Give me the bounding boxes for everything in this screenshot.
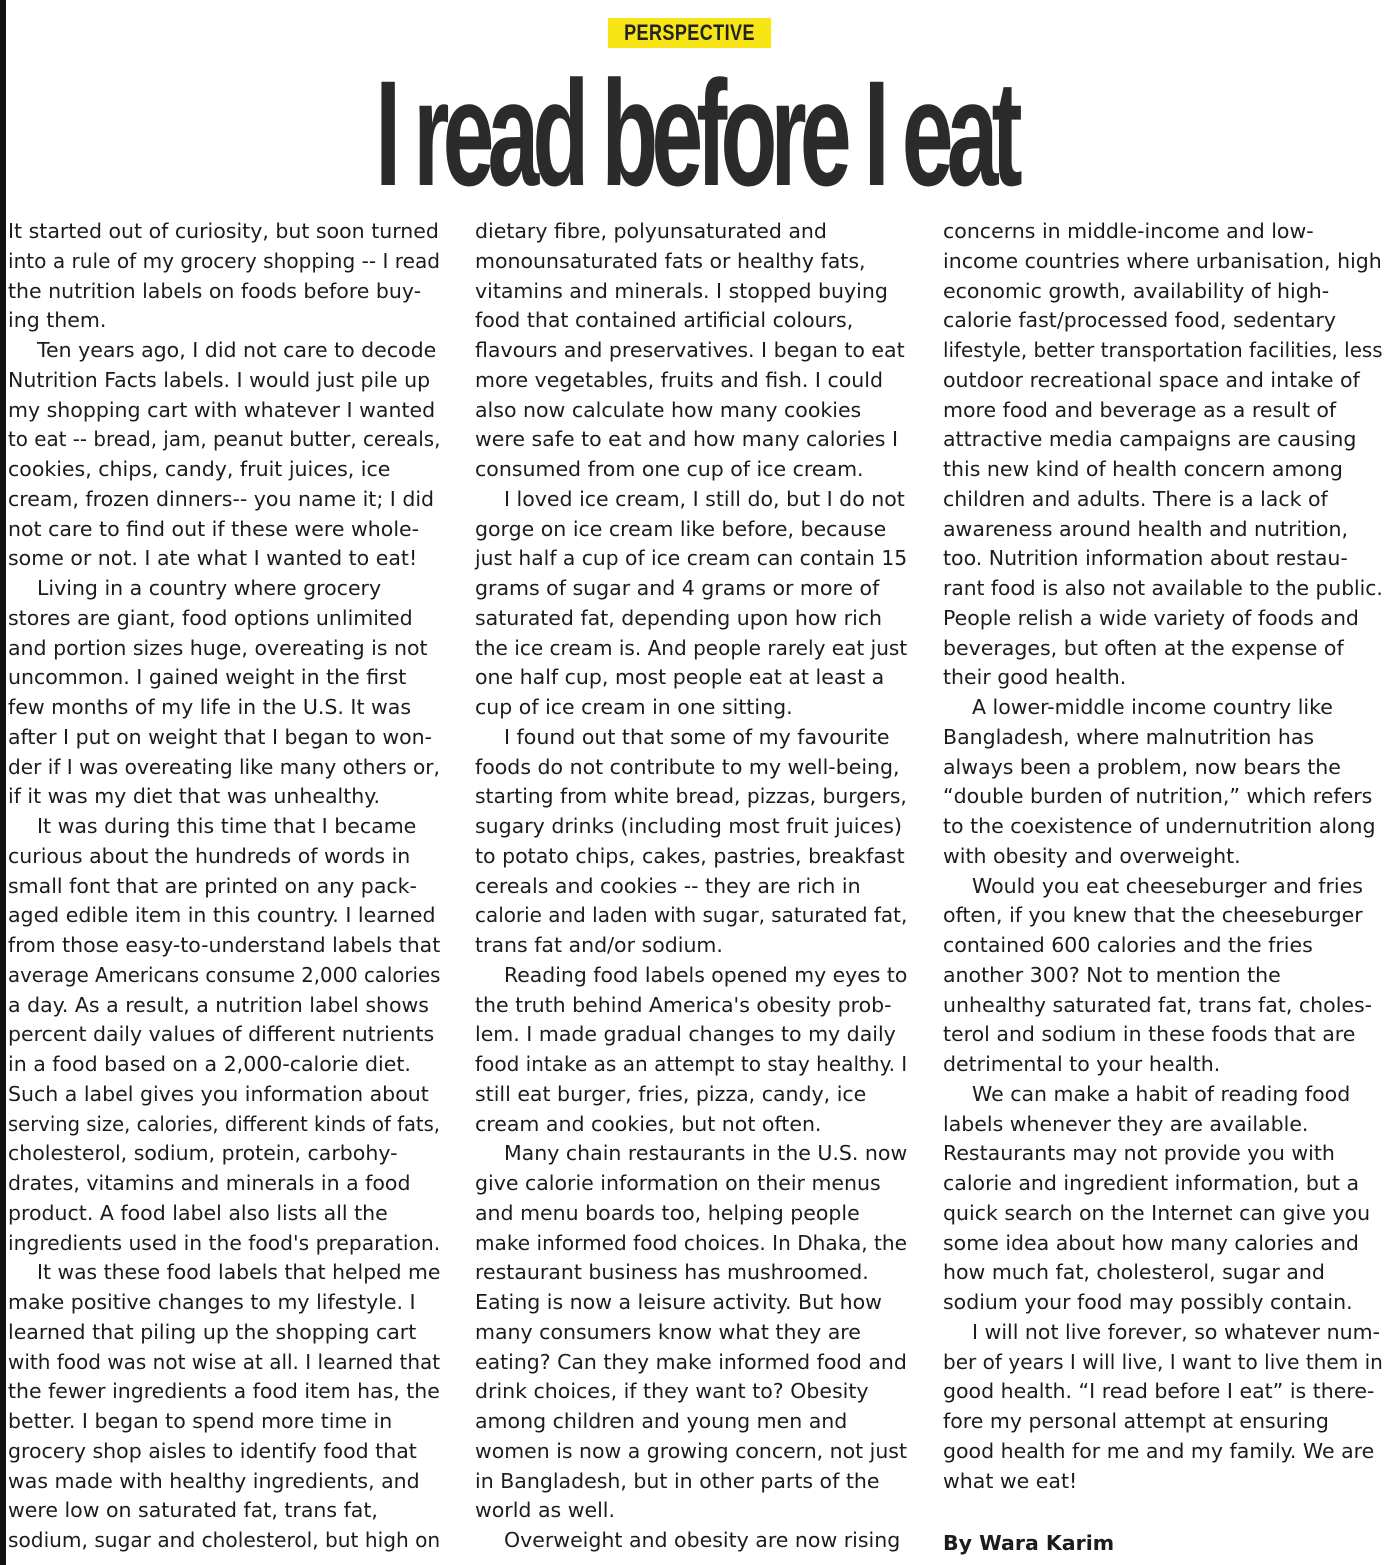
article-line: uncommon. I gained weight in the first — [8, 665, 407, 690]
article-line: cream, frozen dinners-- you name it; I did — [8, 486, 435, 511]
article-line: make positive changes to my lifestyle. I — [8, 1290, 416, 1314]
article-line: attractive media campaigns are causing — [943, 427, 1357, 452]
article-line: Overweight and obesity are now rising — [504, 1528, 901, 1552]
article-line: percent daily values of different nutrients — [8, 1022, 435, 1047]
article-line: People relish a wide variety of foods and — [943, 605, 1359, 630]
article-line: starting from white bread, pizzas, burgers, — [475, 784, 907, 809]
article-line: give calorie information on their menus — [475, 1171, 881, 1195]
article-line: lem. I made gradual changes to my daily — [475, 1022, 896, 1047]
article-line: “double burden of nutrition,” which refers — [943, 784, 1373, 809]
article-line: ber of years I will live, I want to live them in — [943, 1349, 1383, 1374]
article-line: often, if you knew that the cheeseburger — [943, 903, 1363, 928]
article-line: to potato chips, cakes, pastries, breakfast — [475, 843, 905, 868]
article-column-2 — [475, 217, 907, 1556]
article-line: and menu boards too, helping people — [475, 1200, 860, 1225]
article-line: with obesity and overweight. — [943, 843, 1241, 868]
article-line: beverages, but often at the expense of — [943, 635, 1344, 660]
article-line: among children and young men and — [475, 1409, 848, 1433]
article-line: the fewer ingredients a food item has, the — [8, 1379, 440, 1404]
article-line: to the coexistence of undernutrition along — [943, 814, 1376, 838]
article-line: sugary drinks (including most fruit juices) — [475, 814, 902, 838]
article-line: der if I was overeating like many others or, — [8, 754, 440, 779]
article-line: their good health. — [943, 665, 1127, 690]
article-line: children and adults. There is a lack of — [943, 486, 1328, 511]
article-line: make informed food choices. In Dhaka, the — [475, 1230, 908, 1255]
article-line: gorge on ice cream like before, because — [475, 516, 887, 541]
article-line: aged edible item in this country. I learned — [8, 903, 436, 928]
article-line: labels whenever they are available. — [943, 1111, 1309, 1136]
article-line: calorie and ingredient information, but a — [943, 1171, 1360, 1195]
article-line: good health. “I read before I eat” is there- — [943, 1379, 1375, 1404]
article-line: cookies, chips, candy, fruit juices, ice — [8, 457, 391, 481]
article-line: Living in a country where grocery — [37, 576, 382, 600]
article-column-1 — [8, 217, 440, 1556]
article-line: Such a label gives you information about — [8, 1081, 429, 1106]
article-line: serving size, calories, different kinds of fats, — [8, 1111, 440, 1136]
article-line: I found out that some of my favourite — [504, 724, 890, 749]
article-line: consumed from one cup of ice cream. — [475, 457, 864, 481]
article-line: another 300? Not to mention the — [943, 962, 1281, 987]
article-column-3 — [943, 217, 1383, 1496]
headline: I read before I eat — [375, 49, 1016, 217]
article-line: eating? Can they make informed food and — [475, 1349, 907, 1374]
article-line: the nutrition labels on foods before buy- — [8, 278, 422, 303]
article-line: saturated fat, depending upon how rich — [475, 605, 883, 630]
article-line: sodium your food may possibly contain. — [943, 1290, 1353, 1314]
article-line: more food and beverage as a result of — [943, 397, 1337, 422]
article-line: Reading food labels opened my eyes to — [504, 962, 908, 987]
article-line: few months of my life in the U.S. It was — [8, 695, 412, 719]
article-line: in Bangladesh, but in other parts of the — [475, 1468, 880, 1493]
article-line: not care to find out if these were whole- — [8, 516, 420, 541]
article-line: income countries where urbanisation, high — [943, 248, 1382, 273]
article-line: average Americans consume 2,000 calories — [8, 962, 441, 987]
article-line: grams of sugar and 4 grams or more of — [475, 576, 880, 600]
article-line: learned that piling up the shopping cart — [8, 1319, 417, 1344]
article-line: awareness around health and nutrition, — [943, 516, 1348, 541]
article-line: many consumers know what they are — [475, 1319, 861, 1344]
article-line: It was during this time that I became — [37, 814, 417, 838]
article-line: if it was my diet that was unhealthy. — [8, 784, 380, 809]
article-line: curious about the hundreds of words in — [8, 843, 411, 868]
article-line: quick search on the Internet can give you — [943, 1200, 1371, 1225]
article-line: still eat burger, fries, pizza, candy, ice — [475, 1081, 867, 1106]
left-margin-rule — [0, 0, 6, 1565]
article-line: cup of ice cream in one sitting. — [475, 695, 793, 719]
article-line: A lower-middle income country like — [972, 695, 1333, 719]
article-line: after I put on weight that I began to won- — [8, 724, 433, 749]
article-line: more vegetables, fruits and fish. I could — [475, 367, 883, 392]
article-line: Many chain restaurants in the U.S. now — [504, 1141, 908, 1166]
article-line: unhealthy saturated fat, trans fat, choles- — [943, 992, 1373, 1017]
article-line: restaurant business has mushroomed. — [475, 1260, 869, 1285]
article-line: how much fat, cholesterol, sugar and — [943, 1260, 1325, 1285]
article-line: Eating is now a leisure activity. But how — [475, 1290, 882, 1314]
article-line: trans fat and/or sodium. — [475, 933, 723, 957]
article-line: ing them. — [8, 308, 107, 333]
article-line: small font that are printed on any pack- — [8, 873, 417, 898]
article-line: too. Nutrition information about restau- — [943, 546, 1348, 571]
article-line: Nutrition Facts labels. I would just pile up — [8, 367, 431, 392]
article-line: flavours and preservatives. I began to eat — [475, 338, 905, 362]
article-line: better. I began to spend more time in — [8, 1409, 393, 1433]
article-line: We can make a habit of reading food — [972, 1081, 1351, 1106]
article-line: Ten years ago, I did not care to decode — [37, 338, 437, 362]
article-line: to eat -- bread, jam, peanut butter, cereals, — [8, 427, 441, 452]
article-line: drates, vitamins and minerals in a food — [8, 1171, 411, 1195]
article-line: drink choices, if they want to? Obesity — [475, 1379, 869, 1404]
article-line: Restaurants may not provide you with — [943, 1141, 1335, 1166]
article-line: calorie and laden with sugar, saturated fat, — [475, 903, 908, 928]
article-line: good health for me and my family. We are — [943, 1438, 1375, 1463]
article-line: food that contained artificial colours, — [475, 308, 854, 333]
article-line: calorie fast/processed food, sedentary — [943, 308, 1337, 333]
article-line: some or not. I ate what I wanted to eat! — [8, 546, 418, 571]
article-line: fore my personal attempt at ensuring — [943, 1409, 1329, 1433]
article-line: It started out of curiosity, but soon turned — [8, 219, 439, 243]
article-line: monounsaturated fats or healthy fats, — [475, 248, 866, 273]
article-line: dietary fibre, polyunsaturated and — [475, 219, 827, 243]
article-line: was made with healthy ingredients, and — [8, 1468, 420, 1493]
article-line: detrimental to your health. — [943, 1052, 1221, 1076]
article-line: were low on saturated fat, trans fat, — [8, 1498, 378, 1523]
article-line: Bangladesh, where malnutrition has — [943, 724, 1315, 749]
article-line: lifestyle, better transportation facilities, less — [943, 338, 1383, 362]
article-line: concerns in middle-income and low- — [943, 219, 1314, 243]
article-line: rant food is also not available to the public. — [943, 576, 1383, 600]
article-line: from those easy-to-understand labels that — [8, 933, 441, 957]
article-line: cream and cookies, but not often. — [475, 1111, 822, 1136]
article-line: I will not live forever, so whatever num- — [972, 1319, 1380, 1344]
article-line: terol and sodium in these foods that are — [943, 1022, 1356, 1047]
article-line: the ice cream is. And people rarely eat just — [475, 635, 908, 660]
article-line: the truth behind America's obesity prob- — [475, 992, 892, 1017]
article-line: world as well. — [475, 1498, 616, 1523]
article-line: with food was not wise at all. I learned that — [8, 1349, 441, 1374]
author-byline: By Wara Karim — [943, 1531, 1115, 1555]
article-line: cholesterol, sodium, protein, carbohy- — [8, 1141, 398, 1166]
article-line: cereals and cookies -- they are rich in — [475, 873, 861, 898]
article-line: a day. As a result, a nutrition label shows — [8, 992, 429, 1017]
article-line: vitamins and minerals. I stopped buying — [475, 278, 888, 303]
article-line: some idea about how many calories and — [943, 1230, 1359, 1255]
article-line: food intake as an attempt to stay healthy. I — [475, 1052, 908, 1076]
article-line: stores are giant, food options unlimited — [8, 605, 413, 630]
section-label: PERSPECTIVE — [608, 18, 771, 48]
article-line: women is now a growing concern, not just — [475, 1438, 907, 1463]
article-line: my shopping cart with whatever I wanted — [8, 397, 436, 422]
article-line: I loved ice cream, I still do, but I do not — [504, 486, 905, 511]
article-line: one half cup, most people eat at least a — [475, 665, 885, 690]
article-line: also now calculate how many cookies — [475, 397, 862, 422]
article-line: and portion sizes huge, overeating is not — [8, 635, 428, 660]
article-line: outdoor recreational space and intake of — [943, 367, 1360, 392]
article-line: sodium, sugar and cholesterol, but high on — [8, 1528, 441, 1552]
article-line: this new kind of health concern among — [943, 457, 1343, 481]
article-line: foods do not contribute to my well-being, — [475, 754, 900, 779]
article-line: were safe to eat and how many calories I — [475, 427, 899, 452]
article-line: It was these food labels that helped me — [37, 1260, 441, 1285]
article-line: product. A food label also lists all the — [8, 1200, 388, 1225]
article-line: ingredients used in the food's preparation. — [8, 1230, 441, 1255]
article-line: economic growth, availability of high- — [943, 278, 1330, 303]
article-line: just half a cup of ice cream can contain 15 — [475, 546, 908, 571]
article-line: Would you eat cheeseburger and fries — [972, 873, 1363, 898]
article-line: grocery shop aisles to identify food that — [8, 1438, 417, 1463]
article-line: what we eat! — [943, 1468, 1078, 1493]
article-line: in a food based on a 2,000-calorie diet. — [8, 1052, 411, 1076]
article-line: contained 600 calories and the fries — [943, 933, 1313, 957]
article-line: always been a problem, now bears the — [943, 754, 1341, 779]
article-line: into a rule of my grocery shopping -- I read — [8, 248, 441, 273]
